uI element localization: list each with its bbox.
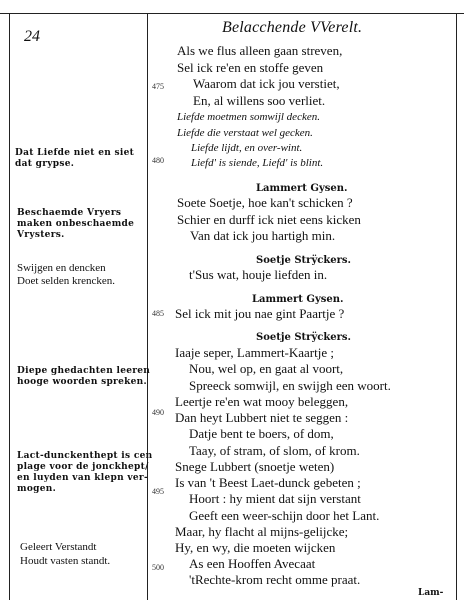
verse-line: Snege Lubbert (snoetje weten) (175, 459, 335, 474)
left-border-rule (9, 13, 10, 600)
margin-note: Geleert Verstandt Houdt vasten standt. (20, 541, 111, 567)
verse-line: Liefde die verstaat wel gecken. (177, 127, 313, 139)
margin-note: Diepe ghedachten leeren hooge woorden spreken. (17, 366, 151, 387)
speaker-heading: Soetje Strÿckers. (256, 332, 352, 343)
line-number: 485 (152, 309, 164, 318)
verse-line: Liefde moetmen somwijl decken. (177, 111, 320, 123)
line-number: 480 (152, 156, 164, 165)
verse-line: Van dat ick jou hartigh min. (190, 228, 336, 243)
verse-line: Hy, en wy, die moeten wijcken (175, 540, 336, 555)
running-head: Belacchende VVerelt. (222, 19, 363, 36)
verse-line: Iaaje seper, Lammert-Kaartje ; (175, 345, 334, 360)
line-number: 495 (152, 487, 164, 496)
verse-line: Waarom dat ick jou verstiet, (193, 76, 340, 91)
verse-line: Als we flus alleen gaan streven, (177, 43, 343, 58)
page-number: 24 (24, 28, 40, 45)
verse-line: Hoort : hy mient dat sijn verstant (189, 491, 361, 506)
verse-line: Nou, wel op, en gaat al voort, (189, 361, 344, 376)
verse-line: Schier en durff ick niet eens kicken (177, 212, 361, 227)
right-border-rule (456, 13, 457, 600)
line-number: 500 (152, 563, 164, 572)
verse-line: Soete Soetje, hoe kan't schicken ? (177, 195, 353, 210)
margin-note: Beschaemde Vryers maken onbeschaemde Vrysters. (17, 208, 135, 240)
verse-line: Taay, of stram, of slom, of krom. (189, 443, 360, 458)
speaker-heading: Soetje Strÿckers. (256, 255, 352, 266)
verse-line: Sel ick mit jou nae gint Paartje ? (175, 306, 345, 321)
speaker-heading: Lammert Gysen. (252, 294, 344, 305)
line-number: 490 (152, 408, 164, 417)
verse-line: Leertje re'en wat mooy beleggen, (175, 394, 349, 409)
margin-note: Dat Liefde niet en siet dat grypse. (15, 148, 135, 169)
margin-note: Swijgen en dencken Doet selden krencken. (17, 262, 116, 287)
verse-line: Spreeck somwijl, en swijgh een woort. (189, 378, 391, 393)
verse-line: Dan heyt Lubbert niet te seggen : (175, 410, 349, 425)
line-number: 475 (152, 82, 164, 91)
top-rule (0, 13, 464, 14)
verse-line: Datje bent te boers, of dom, (189, 426, 334, 441)
verse-line: Maar, hy flacht al mijns-gelijcke; (175, 524, 349, 539)
verse-line: Is van 't Beest Laet-dunck gebeten ; (175, 475, 361, 490)
catchword: Lam- (418, 588, 444, 598)
verse-line: Sel ick re'en en stoffe geven (177, 60, 324, 75)
verse-line: 'tRechte-krom recht omme praat. (189, 572, 361, 587)
verse-line: t'Sus wat, houje liefden in. (189, 267, 328, 282)
verse-line: Geeft een weer-schijn door het Lant. (189, 508, 380, 523)
margin-note: Lact-dunckenthept is cen plage voor de jonckhept/ en luyden van klepn ver- mogen. (17, 451, 153, 494)
verse-line: En, al willens soo verliet. (193, 93, 326, 108)
verse-line: Liefd' is siende, Liefd' is blint. (191, 157, 324, 169)
speaker-heading: Lammert Gysen. (256, 183, 348, 194)
margin-divider-rule (147, 13, 148, 600)
verse-line: Liefde lijdt, en over-wint. (191, 142, 303, 154)
verse-line: As een Hooffen Avecaat (189, 556, 316, 571)
